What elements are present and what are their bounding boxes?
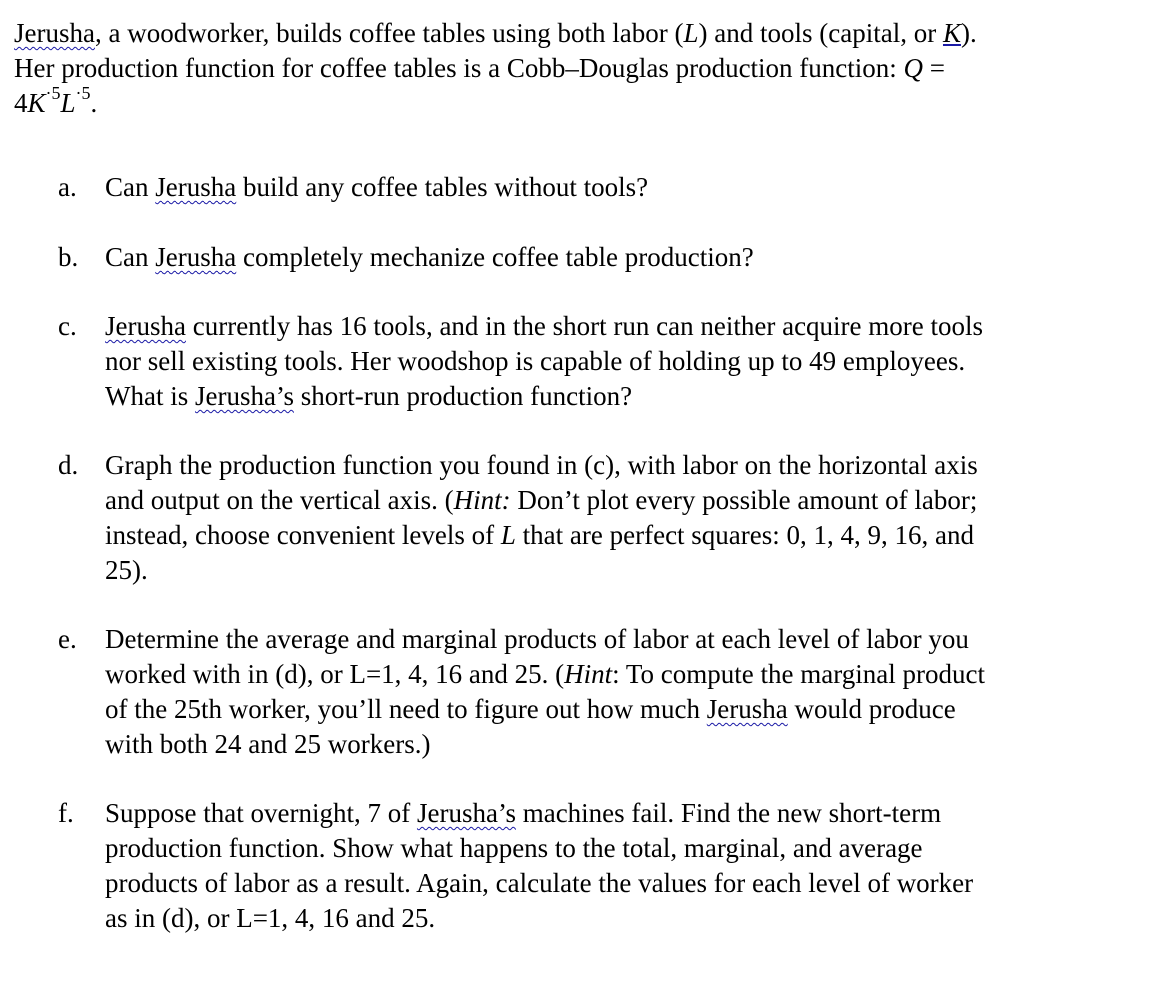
spelling-flag-name: Jerusha’s [416, 798, 516, 828]
question-b [58, 240, 1148, 275]
question-line: and output on the vertical axis. (Hint: Don’t plot every possible amount of labor; [105, 485, 978, 515]
question-marker: f. [58, 798, 74, 828]
question-line: Can Jerusha completely mechanize coffee table production? [105, 242, 754, 272]
question-line: of the 25th worker, you’ll need to figure out how much Jerusha would produce [105, 694, 956, 724]
question-line: Can Jerusha build any coffee tables without tools? [105, 172, 649, 202]
hint-label: Hint: [453, 485, 511, 515]
question-line: products of labor as a result. Again, calculate the values for each level of worker [105, 868, 974, 898]
spelling-flag-name: Jerusha [706, 694, 788, 724]
production-function-formula: $4K^{\cdot 5}L^{\cdot 5}$. [14, 83, 98, 118]
hint-label: Hint [564, 659, 613, 689]
question-marker: a. [58, 172, 77, 202]
intro-paragraph [14, 16, 1154, 121]
question-line: 25). [105, 555, 148, 585]
question-marker: c. [58, 311, 77, 341]
question-line: as in (d), or L=1, 4, 16 and 25. [105, 903, 436, 933]
question-d [58, 448, 1148, 588]
question-line: Graph the production function you found in (c), with labor on the horizontal axis [105, 450, 978, 480]
intro-line-1: Jerusha, a woodworker, builds coffee tables using both labor (L) and tools (capital, or K). [14, 18, 977, 48]
question-a [58, 170, 1148, 205]
spelling-flag-name: Jerusha [105, 311, 186, 341]
question-e [58, 622, 1148, 762]
capital-variable-link: K [942, 18, 961, 48]
question-line: with both 24 and 25 workers.) [105, 729, 431, 759]
question-line: instead, choose convenient levels of L that are perfect squares: 0, 1, 4, 9, 16, and [105, 520, 975, 550]
spelling-flag-name: Jerusha [155, 242, 237, 272]
question-marker: b. [58, 242, 79, 272]
question-line: worked with in (d), or L=1, 4, 16 and 25. (Hint: To compute the marginal product [105, 659, 985, 689]
question-line: What is Jerusha’s short-run production function? [105, 381, 633, 411]
spelling-flag-name: Jerusha’s [194, 381, 294, 411]
question-line: Jerusha currently has 16 tools, and in the short run can neither acquire more tools [105, 311, 984, 341]
intro-line-2: Her production function for coffee tables is a Cobb–Douglas production function: Q = [14, 53, 946, 83]
question-line: production function. Show what happens to the total, marginal, and average [105, 833, 923, 863]
spelling-flag-name: Jerusha [14, 18, 95, 48]
question-line: Suppose that overnight, 7 of Jerusha’s machines fail. Find the new short-term [105, 798, 942, 828]
question-c [58, 309, 1148, 414]
question-line: nor sell existing tools. Her woodshop is capable of holding up to 49 employees. [105, 346, 966, 376]
question-marker: d. [58, 450, 79, 480]
question-f [58, 796, 1148, 936]
question-line: Determine the average and marginal products of labor at each level of labor you [105, 624, 969, 654]
spelling-flag-name: Jerusha [155, 172, 237, 202]
question-marker: e. [58, 624, 77, 654]
